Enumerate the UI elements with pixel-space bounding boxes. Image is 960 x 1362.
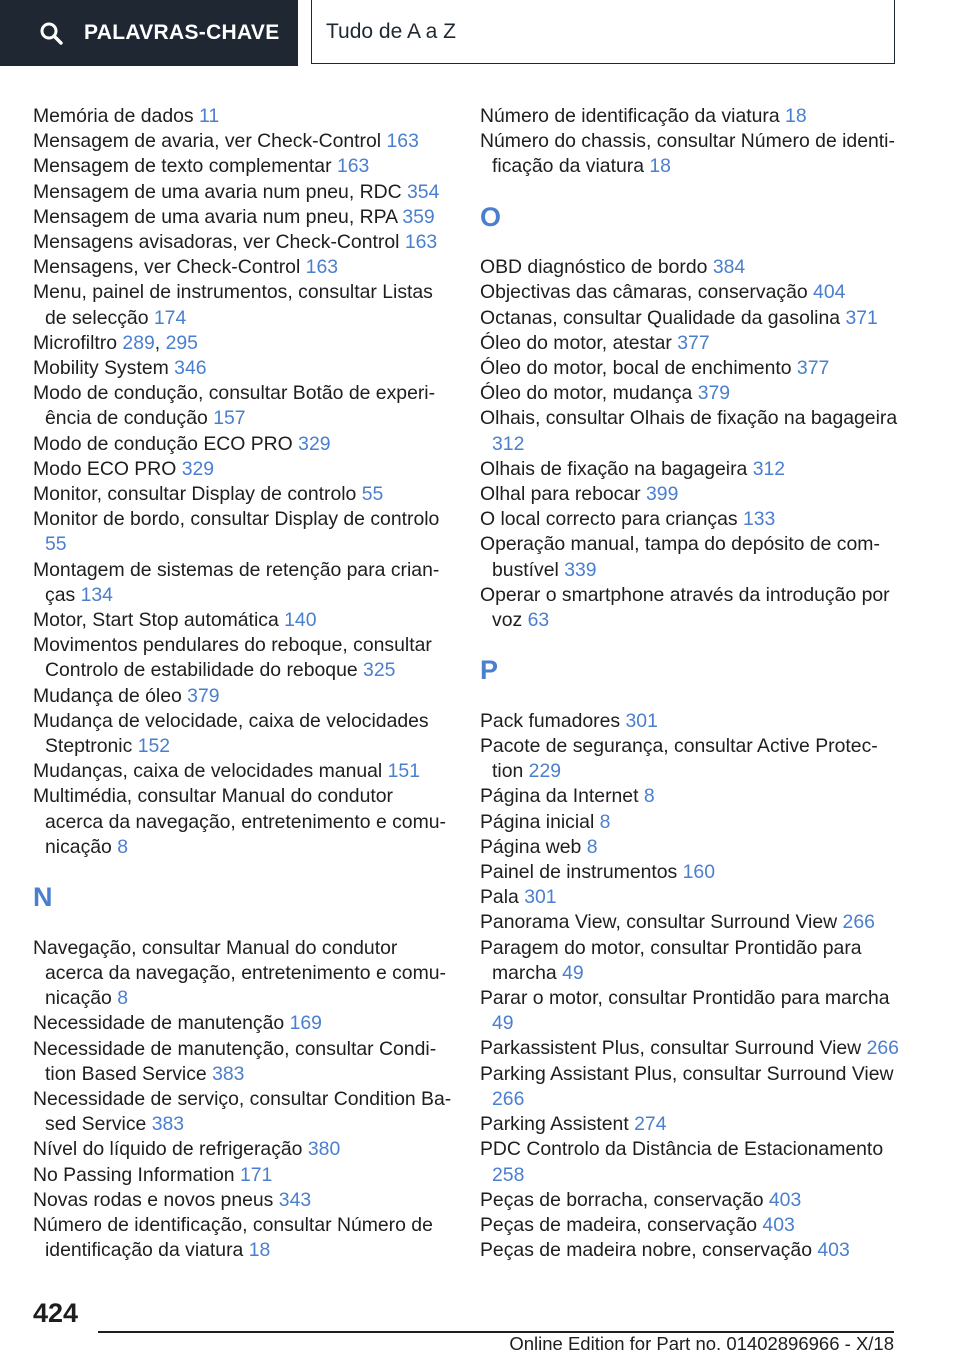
- page-reference-link[interactable]: 403: [817, 1239, 850, 1262]
- index-entry-text: Modo ECO PRO: [33, 457, 177, 480]
- index-entry: [480, 1213, 900, 1238]
- index-entry-text: No Passing Information: [33, 1163, 235, 1186]
- index-entry: [33, 381, 453, 431]
- index-entry-text: Mobility System: [33, 357, 169, 380]
- index-entry: [33, 1087, 453, 1137]
- page-reference-link[interactable]: 163: [386, 130, 419, 153]
- index-entry-text: Menu, painel de instrumentos, consultar Listas de selecção: [33, 281, 433, 329]
- page-reference-link[interactable]: 140: [284, 609, 317, 632]
- page-reference-link[interactable]: 49: [562, 961, 584, 984]
- index-entry: [33, 936, 453, 1012]
- page-reference-link[interactable]: 18: [785, 105, 807, 127]
- page-reference-link[interactable]: 11: [199, 105, 220, 127]
- index-entry-text: Motor, Start Stop automática: [33, 609, 279, 632]
- index-entry-text: Mudanças, caixa de velocidades manual: [33, 760, 383, 783]
- index-entry-text: Parking Assistant Plus, consultar Surround View: [480, 1062, 894, 1085]
- index-entry-text: Parking Assistent: [480, 1113, 629, 1136]
- page-reference-link[interactable]: 18: [248, 1239, 271, 1262]
- index-entry: [33, 759, 453, 784]
- index-entry: [480, 306, 900, 331]
- index-entry: [480, 835, 900, 860]
- page-reference-link[interactable]: 403: [768, 1188, 802, 1211]
- search-icon: [38, 20, 64, 46]
- index-entry: [480, 532, 900, 582]
- index-entry: [33, 482, 453, 507]
- page-reference-link[interactable]: 63: [527, 609, 550, 632]
- page-reference-link[interactable]: 379: [187, 684, 220, 707]
- index-entry-text: Mensagem de uma avaria num pneu, RDC: [33, 180, 402, 203]
- index-column-left: [33, 104, 453, 1263]
- index-entry-text: Pacote de segurança, consultar Active Protection: [480, 735, 878, 783]
- page-reference-link[interactable]: 346: [174, 357, 207, 380]
- index-entry: [33, 1163, 453, 1188]
- page-reference-link[interactable]: 55: [45, 533, 67, 556]
- index-entry-text: Mudança de óleo: [33, 684, 182, 707]
- footer-edition-text: Online Edition for Part no. 01402896966 - X/18: [509, 1333, 894, 1354]
- page-reference-link[interactable]: 301: [625, 709, 658, 732]
- index-entry-text: Mensagens, ver Check-Control: [33, 256, 301, 279]
- page-reference-link[interactable]: 133: [742, 508, 776, 531]
- index-entry: [480, 381, 900, 406]
- page-reference-link[interactable]: 49: [492, 1012, 514, 1035]
- index-entry-text: Operação manual, tampa do depósito de combustível: [480, 533, 880, 581]
- index-entry: [480, 936, 900, 986]
- index-entry-text: Montagem de sistemas de retenção para crianças: [33, 558, 440, 606]
- index-entry: [33, 1011, 453, 1036]
- index-entry-text: Necessidade de manutenção, consultar Condition Based Service: [33, 1037, 437, 1085]
- index-entry: [33, 129, 453, 154]
- index-column-right: [480, 104, 900, 1263]
- index-entry: [480, 885, 900, 910]
- index-entry: [33, 255, 453, 280]
- index-entry: [480, 104, 900, 129]
- page-reference-link[interactable]: 151: [387, 760, 420, 783]
- index-entry-text: Monitor, consultar Display de controlo: [33, 483, 357, 506]
- index-entry: [480, 1062, 900, 1112]
- page-reference-link[interactable]: 380: [307, 1138, 341, 1161]
- index-entry: [480, 255, 900, 280]
- index-entry: Microfiltro 289, 295: [33, 331, 198, 354]
- page-reference-link[interactable]: 399: [646, 483, 679, 506]
- page-reference-link[interactable]: 301: [524, 886, 557, 909]
- index-entry-text: Olhal para rebocar: [480, 483, 641, 506]
- index-entry-text: O local correcto para crianças: [480, 508, 738, 531]
- page-reference-link[interactable]: 339: [564, 558, 597, 581]
- keyword-tab[interactable]: [0, 0, 298, 66]
- index-section-letter: O: [480, 201, 502, 232]
- index-entry: [480, 406, 900, 456]
- index-entry: [33, 1213, 453, 1263]
- index-entry: [33, 104, 453, 129]
- page-reference-link[interactable]: 266: [842, 911, 875, 934]
- page-reference-link[interactable]: 295: [165, 331, 198, 354]
- index-entry: [33, 684, 453, 709]
- index-section-letter: N: [33, 882, 53, 913]
- index-entry: [33, 1137, 453, 1162]
- index-entry-text: Necessidade de manutenção: [33, 1012, 285, 1035]
- index-entry: [33, 180, 453, 205]
- page-reference-link[interactable]: 359: [402, 205, 435, 228]
- index-entry-text: Número de identificação da viatura: [480, 105, 780, 127]
- index-entry-text: Modo de condução, consultar Botão de experiência de condução: [33, 382, 436, 430]
- index-entry: [33, 154, 453, 179]
- index-entry: [33, 280, 453, 330]
- page-reference-link[interactable]: 329: [298, 432, 331, 455]
- page-reference-link[interactable]: 55: [361, 483, 384, 506]
- index-entry-text: PDC Controlo da Distância de Estacionamento: [480, 1138, 884, 1161]
- index-entry-text: Mudança de velocidade, caixa de velocidades Steptronic: [33, 709, 429, 758]
- index-entry-text: Mensagem de avaria, ver Check-Control: [33, 130, 382, 153]
- page-reference-link[interactable]: 312: [492, 432, 525, 455]
- page-reference-link[interactable]: 174: [153, 306, 187, 329]
- index-entry: [480, 734, 900, 784]
- index-entry-text: Número de identificação, consultar Número de identificação da viatura: [33, 1213, 433, 1262]
- page-number: 424: [33, 1298, 79, 1328]
- index-entry-text: Óleo do motor, bocal de enchimento: [480, 357, 792, 380]
- index-entry: [33, 230, 453, 255]
- page-reference-link[interactable]: 229: [528, 760, 562, 783]
- index-entry: [33, 558, 453, 608]
- page-reference-link[interactable]: 379: [697, 382, 731, 405]
- index-entry-text: Painel de instrumentos: [480, 861, 678, 884]
- page-reference-link[interactable]: 171: [239, 1163, 273, 1186]
- index-entry: [480, 1112, 900, 1137]
- index-entry-text: Peças de madeira, conservação: [480, 1213, 758, 1236]
- page-reference-link[interactable]: 377: [796, 357, 830, 380]
- index-entry: [33, 1188, 453, 1213]
- index-entry-text: Mensagens avisadoras, ver Check-Control: [33, 231, 400, 254]
- a-to-z-tab[interactable]: [311, 0, 895, 64]
- index-entry: [33, 633, 453, 683]
- top-navigation-bar: [0, 0, 960, 66]
- index-entry: [480, 784, 900, 809]
- page-reference-link[interactable]: 8: [117, 987, 129, 1010]
- index-entry-text: Olhais de fixação na bagageira: [480, 457, 748, 480]
- index-section-letter: P: [480, 655, 499, 686]
- index-entry: [33, 709, 453, 759]
- index-entry-text: Parkassistent Plus, consultar Surround View: [480, 1037, 862, 1060]
- page-reference-link[interactable]: 258: [492, 1163, 525, 1186]
- index-entry-text: Número do chassis, consultar Número de identificação da viatura: [480, 130, 895, 178]
- index-entry: [480, 129, 900, 179]
- page-reference-link[interactable]: 18: [649, 155, 671, 178]
- index-entry-text: Operar o smartphone através da introdução por voz: [480, 583, 890, 632]
- index-entry-text: Movimentos pendulares do reboque, consultar Controlo de estabilidade do reboque: [33, 634, 432, 682]
- page-reference-link[interactable]: 163: [404, 231, 438, 254]
- index-entry-text: Página da Internet: [480, 785, 639, 808]
- index-entry-text: Mensagem de texto complementar: [33, 155, 332, 178]
- index-entry: [33, 356, 453, 381]
- index-entry: [480, 457, 900, 482]
- index-entry-text: Peças de borracha, conservação: [480, 1188, 764, 1211]
- index-entry-text: Navegação, consultar Manual do condutor acerca da navegação, entretenimento e comunicação: [33, 936, 446, 1010]
- index-entry: [33, 784, 453, 860]
- page-reference-link[interactable]: 403: [762, 1213, 795, 1236]
- page-reference-link[interactable]: 354: [407, 180, 440, 203]
- index-entry: [33, 432, 453, 457]
- index-entry: [480, 280, 900, 305]
- index-entry-text: Óleo do motor, mudança: [480, 382, 693, 405]
- page-reference-link[interactable]: 371: [845, 306, 878, 329]
- keyword-tab-label: PALAVRAS-CHAVE: [84, 21, 280, 44]
- index-entry-text: Mensagem de uma avaria num pneu, RPA: [33, 205, 397, 228]
- index-entry-text: Óleo do motor, atestar: [480, 331, 672, 354]
- page-reference-link[interactable]: 8: [586, 835, 598, 858]
- page-reference-link[interactable]: 8: [117, 835, 129, 858]
- index-entry-text: Página web: [480, 835, 582, 858]
- index-entry: [480, 986, 900, 1036]
- index-entry: [480, 1188, 900, 1213]
- index-entry: [480, 482, 900, 507]
- index-entry-text: Multimédia, consultar Manual do condutor acerca da navegação, entretenimento e comunicação: [33, 785, 446, 858]
- page-reference-link[interactable]: 329: [181, 457, 215, 480]
- index-entry-text: Página inicial: [480, 810, 595, 833]
- index-entry-text: Peças de madeira nobre, conservação: [480, 1239, 812, 1262]
- index-entry-text: Necessidade de serviço, consultar Condition Based Service: [33, 1087, 452, 1136]
- page-reference-link[interactable]: 274: [634, 1113, 667, 1136]
- index-entry-text: Pack fumadores: [480, 709, 621, 732]
- index-entry-text: Pala: [480, 886, 519, 909]
- page-reference-link[interactable]: 325: [363, 659, 396, 682]
- index-entry: [480, 1238, 900, 1263]
- a-to-z-tab-label: Tudo de A a Z: [326, 19, 456, 43]
- index-entry-text: Parar o motor, consultar Prontidão para marcha: [480, 987, 890, 1010]
- index-entry: [480, 1137, 900, 1187]
- index-entry-text: Objectivas das câmaras, conservação: [480, 281, 808, 304]
- page-reference-link[interactable]: 384: [712, 256, 746, 279]
- page-reference-link[interactable]: 169: [289, 1012, 322, 1035]
- page-reference-link[interactable]: 266: [866, 1037, 899, 1060]
- index-entry-text: Paragem do motor, consultar Prontidão para marcha: [480, 936, 862, 984]
- page-reference-link[interactable]: 312: [752, 457, 786, 480]
- index-entry: [480, 910, 900, 935]
- index-entry: [480, 1036, 900, 1061]
- index-entry-text: Panorama View, consultar Surround View: [480, 911, 838, 934]
- index-entry: [33, 608, 453, 633]
- index-entry: [480, 331, 900, 356]
- page-reference-link[interactable]: 343: [278, 1188, 312, 1211]
- index-entry-text: Modo de condução ECO PRO: [33, 432, 293, 455]
- page-reference-link[interactable]: 152: [137, 735, 171, 758]
- index-entry-text: Nível do líquido de refrigeração: [33, 1138, 303, 1161]
- page-reference-link[interactable]: 163: [336, 155, 370, 178]
- index-entry: [33, 507, 453, 557]
- page-reference-link[interactable]: 8: [643, 785, 655, 808]
- index-entry: [480, 810, 900, 835]
- index-entry: [33, 457, 453, 482]
- index-entry: [480, 507, 900, 532]
- index-entry: [33, 1037, 453, 1087]
- page-reference-link[interactable]: 404: [813, 281, 846, 304]
- page-reference-link[interactable]: 157: [213, 407, 246, 430]
- page-reference-link[interactable]: 134: [80, 583, 113, 606]
- index-entry: [33, 205, 453, 230]
- index-entry-text: Octanas, consultar Qualidade da gasolina: [480, 306, 841, 329]
- page-reference-link[interactable]: 377: [677, 331, 710, 354]
- page-reference-link[interactable]: 8: [599, 810, 611, 833]
- index-entry-text: Novas rodas e novos pneus: [33, 1188, 274, 1211]
- index-entry-text: Monitor de bordo, consultar Display de controlo: [33, 508, 440, 531]
- index-entry: [480, 583, 900, 633]
- page-reference-link[interactable]: 160: [682, 861, 715, 884]
- index-entry: [480, 356, 900, 381]
- page-reference-link[interactable]: 163: [305, 256, 339, 279]
- index-entry: [480, 860, 900, 885]
- index-entry: [480, 709, 900, 734]
- index-entry-text: Olhais, consultar Olhais de fixação na bagageira: [480, 407, 898, 430]
- index-entry-text: OBD diagnóstico de bordo: [480, 256, 708, 279]
- page-reference-link[interactable]: 383: [151, 1113, 185, 1136]
- index-entry-text: Memória de dados: [33, 105, 194, 127]
- index-entry-text: Microfiltro: [33, 331, 118, 354]
- page-reference-link[interactable]: 383: [212, 1062, 245, 1085]
- page-reference-link[interactable]: 289: [122, 331, 155, 354]
- page-reference-link[interactable]: 266: [492, 1087, 525, 1110]
